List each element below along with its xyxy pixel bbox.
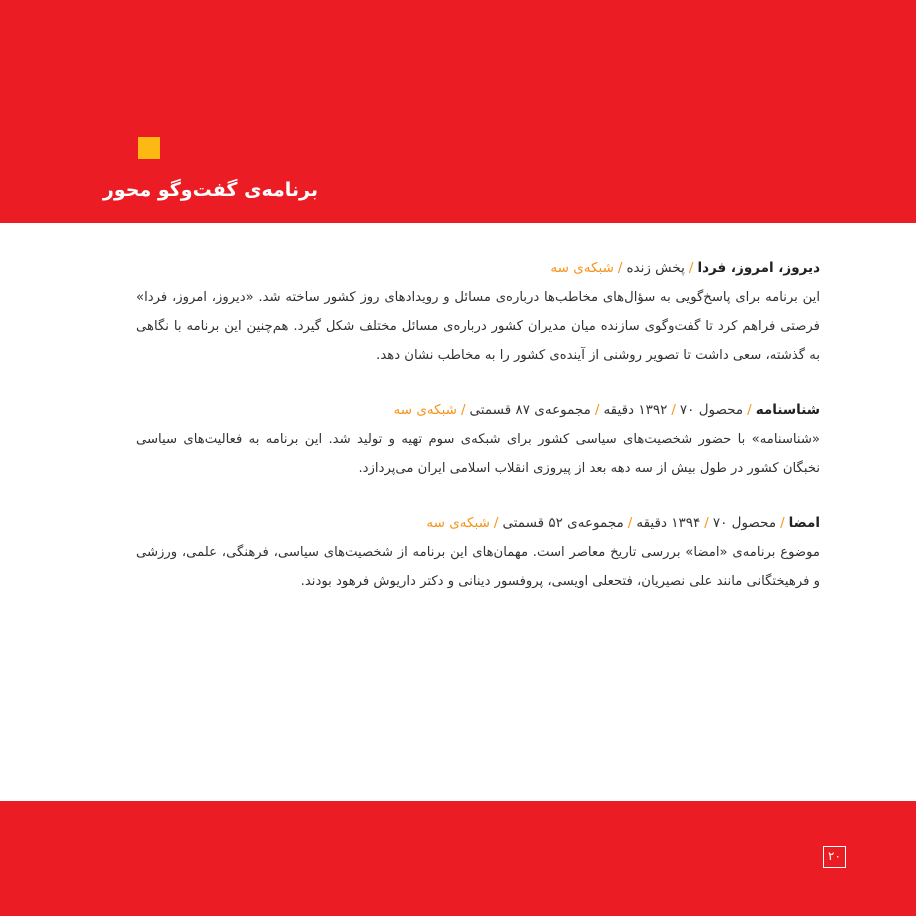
program-description: موضوع برنامه‌ی «امضا» بررسی تاریخ معاصر است. مهمان‌های این برنامه از شخصیت‌های سیاسی، فرهنگی، علمی، ورزشی و فرهیختگانی مانند علی نصیریان، فتحعلی اویسی، پروفسور دینانی و دکتر داریوش فرهود بودند. [136,545,820,589]
program-name: دیروز، امروز، فردا [697,260,820,276]
program-entry [136,396,820,483]
program-description: این برنامه برای پاسخ‌گویی به سؤال‌های مخاطب‌ها درباره‌ی مسائل و رویدادهای روز کشور ساخته شد. «دیروز، امروز، فردا» فرصتی فراهم کرد تا گفت‌وگوی سازنده میان مدیران کشور درباره‌ی مسائل مختلف شکل گیرد. هم‌چنین این برنامه با نگاهی به گذشته، سعی داشت تا تصویر روشنی از آینده‌ی کشور را به مخاطب نشان دهد. [136,290,820,363]
program-heading: دیروز، امروز، فردا/پخش زنده/شبکه‌ی سه [550,260,820,276]
program-channel: شبکه‌ی سه [393,402,457,418]
accent-square [138,137,160,159]
program-meta: مجموعه‌ی ۵۲ قسمتی [502,515,624,531]
program-meta: ۷۰ دقیقه [636,515,728,531]
program-name: شناسنامه [755,402,820,418]
program-channel: شبکه‌ی سه [550,260,614,276]
program-list [136,254,820,622]
program-meta: محصول ۱۳۹۲ [638,402,744,418]
program-entry [136,254,820,370]
program-entry [136,509,820,596]
program-meta: ۷۰ دقیقه [603,402,695,418]
program-heading: امضا/محصول ۱۳۹۴/۷۰ دقیقه/مجموعه‌ی ۵۲ قسمتی/شبکه‌ی سه [426,515,820,531]
footer-band [0,801,916,916]
program-heading: شناسنامه/محصول ۱۳۹۲/۷۰ دقیقه/مجموعه‌ی ۸۷ قسمتی/شبکه‌ی سه [393,402,820,418]
program-name: امضا [788,515,820,531]
program-channel: شبکه‌ی سه [426,515,490,531]
header-band [0,0,916,223]
program-meta: محصول ۱۳۹۴ [671,515,777,531]
program-meta: پخش زنده [626,260,685,276]
program-meta: مجموعه‌ی ۸۷ قسمتی [469,402,591,418]
page-title: برنامه‌ی گفت‌وگو محور [102,179,318,201]
program-description: «شناسنامه» با حضور شخصیت‌های سیاسی کشور برای شبکه‌ی سوم تهیه و تولید شد. این برنامه به فعالیت‌های سیاسی نخبگان کشور در طول بیش از سه دهه بعد از پیروزی انقلاب اسلامی ایران می‌پردازد. [136,432,820,476]
page-number: ۲۰ [823,846,846,868]
